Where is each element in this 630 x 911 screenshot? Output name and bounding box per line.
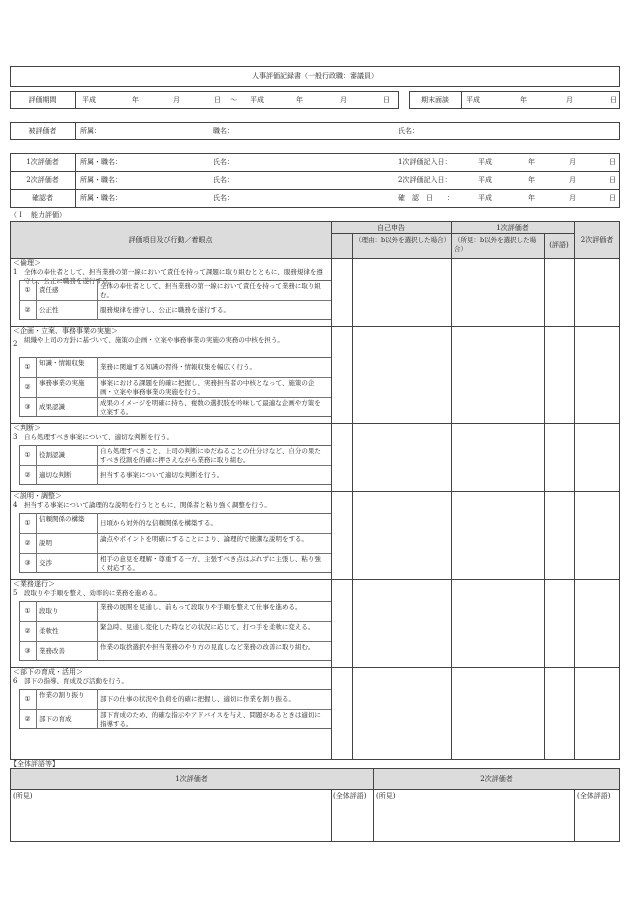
second-rating-cell[interactable] xyxy=(574,491,620,579)
self-rating-cell[interactable] xyxy=(331,258,352,326)
category-number: 6 xyxy=(13,677,18,685)
sub-item-text: 業務の展開を見通し、前もって段取りや手順を整えて仕事を進める。 xyxy=(100,603,302,611)
evaluator-date-month: 月 xyxy=(569,176,576,184)
sub-item-text: 論点やポイントを明確にすることにより、論理的で簡潔な説明をする。 xyxy=(100,535,308,543)
sub-item-name: 役割認識 xyxy=(39,451,65,459)
second-rating-cell[interactable] xyxy=(574,423,620,491)
sub-item-text: 服務規律を遵守し、公正に職務を遂行する。 xyxy=(100,306,230,314)
sub-item-text: 緊急時、見通し変化した時などの状況に応じて、打つ手を柔軟に変える。 xyxy=(100,623,315,631)
sub-item-text: 成果のイメージを明確に持ち、複数の選択肢を吟味して最適な企画や方策を立案する。 xyxy=(100,399,321,416)
self-reason-cell[interactable] xyxy=(352,326,451,423)
evaluator-date-month: 月 xyxy=(569,194,576,202)
first-note-cell[interactable] xyxy=(451,326,544,423)
evaluatee-box xyxy=(10,122,620,140)
sub-item-text: 業務に関連する知識の習得・情報収集を幅広く行う。 xyxy=(100,363,256,371)
sub-item-name: 信頼関係の構築 xyxy=(39,515,85,523)
sub-item-text: 日頃から対外的な信頼関係を構築する。 xyxy=(100,519,217,527)
category-number: 5 xyxy=(13,589,18,597)
evaluator-date-year: 年 xyxy=(528,158,535,166)
evaluatee-label: 被評価者 xyxy=(28,127,57,135)
header-first-note: （所見：b以外を選択した場合） xyxy=(454,236,537,253)
header-first-rating: (評語) xyxy=(549,241,569,249)
evaluatee-post[interactable]: 職名： xyxy=(213,127,234,135)
category-title: ＜部下の育成・活用＞ xyxy=(13,668,83,676)
sub-item-mark: ② xyxy=(24,539,31,547)
sub-item-text: 担当する事案について適切な判断を行う。 xyxy=(100,471,224,479)
first-rating-cell[interactable] xyxy=(544,326,574,423)
period-era-end: 平成 xyxy=(250,96,264,104)
self-rating-cell[interactable] xyxy=(331,326,352,423)
interview-era: 平成 xyxy=(466,96,480,104)
second-rating-cell[interactable] xyxy=(574,326,620,423)
overall-heading: 【全体評語等】 xyxy=(10,760,59,768)
period-month-start: 月 xyxy=(173,96,180,104)
sub-item-mark: ② xyxy=(24,627,31,635)
first-rating-cell[interactable] xyxy=(544,258,574,326)
evaluator-name[interactable]: 氏名： xyxy=(213,176,234,184)
evaluator-date-month: 月 xyxy=(569,158,576,166)
second-rating-cell[interactable] xyxy=(574,258,620,326)
sub-item-mark: ① xyxy=(24,363,31,371)
evaluator-label: 確認者 xyxy=(32,194,53,202)
self-reason-cell[interactable] xyxy=(352,667,451,735)
sub-item-mark: ① xyxy=(24,286,31,294)
first-rating-cell[interactable] xyxy=(544,491,574,579)
self-rating-cell[interactable] xyxy=(331,491,352,579)
category-number: 2 xyxy=(13,340,18,348)
header-first: 1次評価者 xyxy=(496,224,529,232)
evaluator-dept[interactable]: 所属・職名： xyxy=(80,176,122,184)
category-description: 自ら処理すべき事案について、適切な判断を行う。 xyxy=(24,433,174,441)
sub-item-text: 作業の取捨選択や担当業務のやり方の見直しなど業務の改善に取り組む。 xyxy=(100,643,315,651)
interview-month: 月 xyxy=(566,96,573,104)
first-note-cell[interactable] xyxy=(451,579,544,667)
sub-item-name: 公正性 xyxy=(39,306,59,314)
overall-second-remarks[interactable]: (所見) xyxy=(376,792,396,800)
self-reason-cell[interactable] xyxy=(352,491,451,579)
evaluator-date-era: 平成 xyxy=(478,158,492,166)
sub-item-name: 説明 xyxy=(39,539,52,547)
sub-item-name: 業務改善 xyxy=(39,647,65,655)
sub-item-name: 部下の育成 xyxy=(39,715,72,723)
evaluator-dept[interactable]: 所属・職名： xyxy=(80,194,122,202)
period-year-start: 年 xyxy=(132,96,139,104)
category-title: ＜説明・調整＞ xyxy=(13,492,62,500)
category-description: 部下の指導、育成及び活動を行う。 xyxy=(24,677,128,685)
sub-item-mark: ① xyxy=(24,695,31,703)
sub-item-mark: ③ xyxy=(24,403,31,411)
first-rating-cell[interactable] xyxy=(544,579,574,667)
evaluator-name[interactable]: 氏名： xyxy=(213,194,234,202)
category-number: 4 xyxy=(13,501,18,509)
overall-first-remarks[interactable]: (所見) xyxy=(13,792,33,800)
first-rating-cell[interactable] xyxy=(544,667,574,735)
evaluator-date-year: 年 xyxy=(528,194,535,202)
sub-item-mark: ② xyxy=(24,715,31,723)
interview-year: 年 xyxy=(520,96,527,104)
overall-second-rating[interactable]: (全体評語) xyxy=(577,792,611,800)
evaluator-date-label: 2次評価記入日： xyxy=(398,176,452,184)
sub-item-text: 部下育成のため、的確な指示やアドバイスを与え、問題があるときは適切に指導する。 xyxy=(100,711,321,728)
category-title: ＜業務遂行＞ xyxy=(13,580,55,588)
first-note-cell[interactable] xyxy=(451,491,544,579)
self-reason-cell[interactable] xyxy=(352,258,451,326)
header-items: 評価項目及び行動／着眼点 xyxy=(128,236,213,244)
sub-item-name: 知識・情報収集 xyxy=(39,359,85,367)
second-rating-cell[interactable] xyxy=(574,667,620,735)
sub-item-text: 部下の仕事の状況や負荷を的確に把握し、適切に作業を割り振る。 xyxy=(100,695,295,703)
sub-item-name: 作業の割り振り xyxy=(39,691,85,699)
first-note-cell[interactable] xyxy=(451,423,544,491)
evaluator-date-era: 平成 xyxy=(478,194,492,202)
sub-item-mark: ① xyxy=(24,451,31,459)
period-label: 評価期間 xyxy=(28,96,57,104)
sub-item-name: 交渉 xyxy=(39,559,52,567)
category-description: 段取りや手順を整え、効率的に業務を進める。 xyxy=(24,589,161,597)
sub-item-name: 柔軟性 xyxy=(39,627,59,635)
evaluator-date-day: 日 xyxy=(609,176,616,184)
sub-item-mark: ③ xyxy=(24,647,31,655)
self-reason-cell[interactable] xyxy=(352,579,451,667)
self-rating-cell[interactable] xyxy=(331,579,352,667)
evaluator-date-year: 年 xyxy=(528,176,535,184)
evaluatee-dept[interactable]: 所属： xyxy=(80,127,101,135)
sub-item-text: 相手の意見を理解・尊重する一方、主張すべき点はぶれずに主張し、粘り強く対応する。 xyxy=(100,555,321,572)
category-number: 1 xyxy=(13,268,18,276)
sub-item-mark: ① xyxy=(24,519,31,527)
evaluator-dept[interactable]: 所属・職名： xyxy=(80,158,122,166)
sub-item-name: 段取り xyxy=(39,607,59,615)
evaluator-date-era: 平成 xyxy=(478,176,492,184)
period-day-end: 日 xyxy=(383,96,390,104)
evaluator-date-label: 1次評価記入日： xyxy=(398,158,452,166)
sub-item-text: 自ら処理すべきこと、上司の判断にゆだねることの仕分けなど、自分の果たすべき役割を的確に押さえながら業務に取り組む。 xyxy=(100,447,321,464)
period-month-end: 月 xyxy=(340,96,347,104)
category-description: 担当する事案について論理的な説明を行うとともに、関係者と粘り強く調整を行う。 xyxy=(24,501,271,509)
evaluator-date-day: 日 xyxy=(609,158,616,166)
overall-first: 1次評価者 xyxy=(175,775,208,783)
self-rating-cell[interactable] xyxy=(331,667,352,735)
evaluator-label: 2次評価者 xyxy=(26,176,59,184)
sub-item-mark: ① xyxy=(24,607,31,615)
category-number: 3 xyxy=(13,433,18,441)
category-title: ＜企画・立案、事務事業の実施＞ xyxy=(13,327,118,335)
sub-item-mark: ② xyxy=(24,383,31,391)
section-ability-label: （Ｉ 能力評価） xyxy=(10,211,66,219)
period-year-end: 年 xyxy=(296,96,303,104)
first-note-cell[interactable] xyxy=(451,667,544,735)
category-title: ＜判断＞ xyxy=(13,424,41,432)
page-title: 人事評価記録書（一般行政職：審議員） xyxy=(252,72,378,80)
sub-item-text: 事案における課題を的確に把握し、実務担当者の中核となって、施策の企画・立案や事務事業の実施を行う。 xyxy=(100,379,315,396)
evaluator-label: 1次評価者 xyxy=(26,158,59,166)
interview-label: 期末面談 xyxy=(421,96,449,104)
sub-item-name: 事務事業の実施 xyxy=(39,379,85,387)
period-day-start: 日 xyxy=(214,96,221,104)
overall-second: 2次評価者 xyxy=(480,775,513,783)
header-self: 自己申告 xyxy=(377,224,405,232)
overall-first-rating[interactable]: (全体評語) xyxy=(333,792,367,800)
period-era-start: 平成 xyxy=(82,96,96,104)
second-rating-cell[interactable] xyxy=(574,579,620,667)
sub-item-name: 適切な判断 xyxy=(39,471,72,479)
evaluator-date-day: 日 xyxy=(609,194,616,202)
category-description: 全体の奉仕者として、担当業務の第一線において責任を持って課題に取り組むとともに、服務規律を遵守し、公正に職務を遂行する。 xyxy=(24,268,323,285)
period-tilde: 〜 xyxy=(230,96,237,104)
sub-item-name: 成果認識 xyxy=(39,403,65,411)
category-description: 組織や上司の方針に基づいて、施策の企画・立案や事務事業の実施の実務の中核を担う。 xyxy=(24,336,284,344)
interview-day: 日 xyxy=(610,96,617,104)
sub-item-text: 全体の奉仕者として、担当業務の第一線において責任を持って業務に取り組む。 xyxy=(100,282,321,299)
header-second: 2次評価者 xyxy=(580,236,614,244)
evaluatee-name[interactable]: 氏名： xyxy=(398,127,419,135)
sub-item-mark: ② xyxy=(24,306,31,314)
evaluator-date-label: 確 認 日 ： xyxy=(398,194,454,202)
first-note-cell[interactable] xyxy=(451,258,544,326)
sub-item-mark: ② xyxy=(24,471,31,479)
sub-item-mark: ③ xyxy=(24,559,31,567)
evaluator-name[interactable]: 氏名： xyxy=(213,158,234,166)
sub-item-name: 責任感 xyxy=(39,286,59,294)
self-reason-cell[interactable] xyxy=(352,423,451,491)
self-rating-cell[interactable] xyxy=(331,423,352,491)
header-self-note: （理由：b以外を選択した場合） xyxy=(355,236,451,244)
category-title: ＜倫理＞ xyxy=(13,259,41,267)
first-rating-cell[interactable] xyxy=(544,423,574,491)
